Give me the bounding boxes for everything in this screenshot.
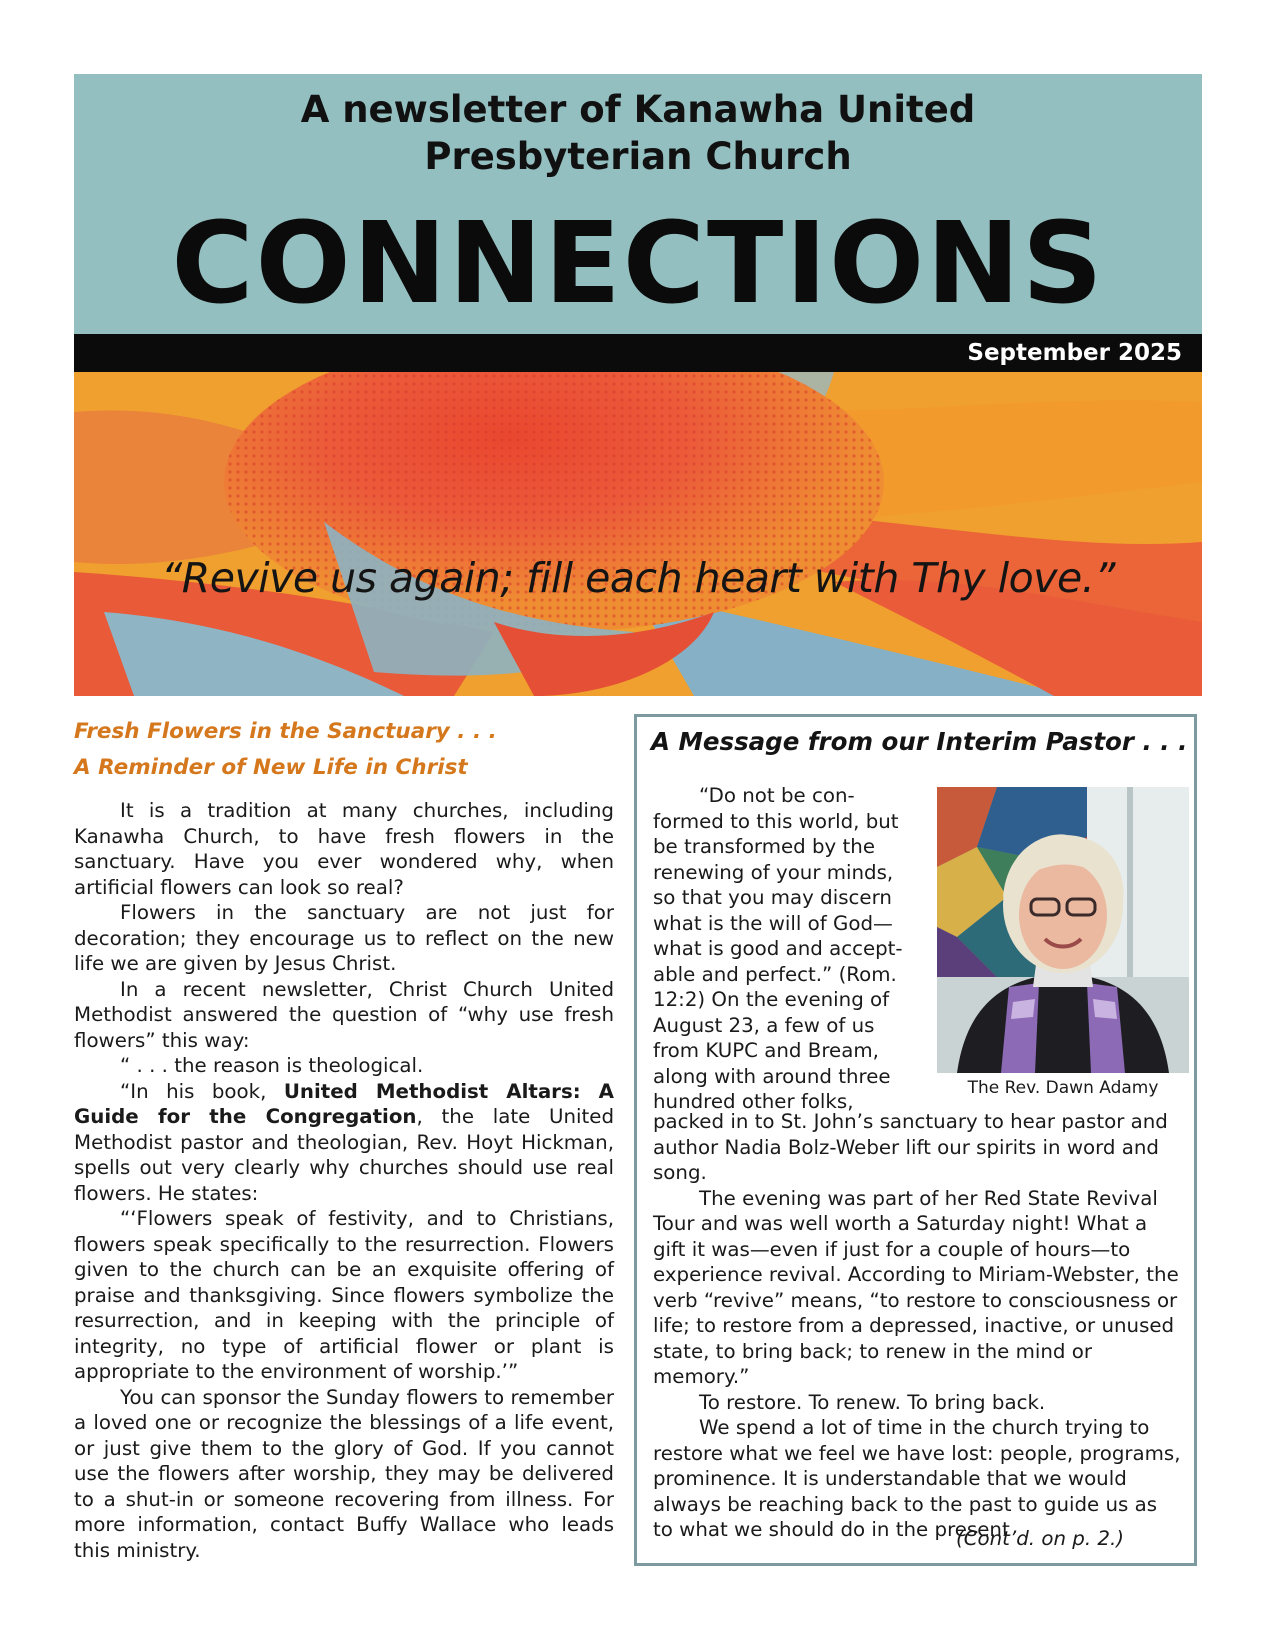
masthead xyxy=(74,74,1202,336)
intro-line: along with around three xyxy=(653,1064,891,1088)
headline-line-1: Fresh Flowers in the Sanctuary . . . xyxy=(74,719,497,744)
intro-line: from KUPC and Bream, xyxy=(653,1039,879,1062)
continued-note: (Cont’d. on p. 2.) xyxy=(956,1527,1124,1550)
message-paragraph: To restore. To renew. To bring back. xyxy=(699,1390,1046,1414)
article-paragraph: It is a tradition at many churches, including Kanawha Church, to have fresh flowers in the sanctuary. Have you ever wondered why, when artificial flowers can look so real? xyxy=(74,799,614,899)
pastor-portrait-illustration xyxy=(937,787,1189,1073)
headline-line-2: A Reminder of New Life in Christ xyxy=(74,755,468,780)
article-paragraph: Flowers in the sanctuary are not just for decoration; they encourage us to reflect on the new life we are given by Jesus Christ. xyxy=(74,901,614,975)
message-paragraph: The evening was part of her Red State Revival Tour and was well worth a Saturday night! What a gift it was—even if just for a couple of hours—to experience revival. According to Miriam-Webster, the verb “revive” means, “to restore to consciousness or life; to restore from a depressed, inactive, or unused state, to bring back; to renew in the mind or memory.” xyxy=(653,1186,1179,1388)
quote-lead: “In his book, xyxy=(120,1079,284,1103)
date-bar xyxy=(74,334,1202,372)
flower-illustration xyxy=(74,372,1202,696)
article-paragraph xyxy=(74,1079,614,1207)
banner-motto: “Revive us again; fill each heart with Thy love.” xyxy=(161,554,1115,602)
intro-line: 12:2) On the evening of xyxy=(653,988,890,1011)
article-paragraph: You can sponsor the Sunday flowers to remember a loved one or recognize the blessings of a life event, or just give them to the glory of God. If you cannot use the flowers after worship, they may be delivered to a shut-in or someone recovering from illness. For more information, contact Buffy Wallace who leads this ministry. xyxy=(74,1385,614,1562)
book-title: United Methodist Altars: A Guide for the Congregation xyxy=(74,1079,614,1128)
article-headline xyxy=(74,714,614,786)
intro-line: “Do not be con- xyxy=(699,784,855,807)
article-paragraph: “ . . . the reason is theological. xyxy=(120,1054,424,1077)
pastor-message-intro xyxy=(653,783,921,1115)
pastor-message-body xyxy=(653,1109,1183,1543)
article-paragraph: In a recent newsletter, Christ Church United Methodist answered the question of “why use fresh flowers” this way: xyxy=(74,977,614,1052)
intro-line: renewing of your minds, xyxy=(653,860,894,884)
message-paragraph: packed in to St. John’s sanctuary to hear pastor and author Nadia Bolz-Weber lift our spirits in word and song. xyxy=(653,1110,1168,1184)
intro-line: hundred other folks, xyxy=(653,1090,854,1113)
intro-line: what is the will of God— xyxy=(653,911,893,935)
intro-line: what is good and accept- xyxy=(653,937,903,960)
message-paragraph: We spend a lot of time in the church trying to restore what we feel we have lost: people, programs, prominence. It is understandable that we would always be reaching back to the past to guide us as to what we should do in the present xyxy=(653,1416,1181,1541)
intro-line: formed to this world, but xyxy=(653,809,899,833)
flowers-article xyxy=(74,714,614,1563)
intro-line: able and perfect.” (Rom. xyxy=(653,962,897,986)
pastor-photo xyxy=(937,787,1189,1073)
pastor-message-box xyxy=(634,714,1197,1566)
pastor-message-title: A Message from our Interim Pastor . . . xyxy=(651,727,1188,756)
intro-line: be transformed by the xyxy=(653,835,876,858)
issue-date: September 2025 xyxy=(967,340,1182,366)
intro-line: August 23, a few of us xyxy=(653,1013,875,1037)
photo-caption: The Rev. Dawn Adamy xyxy=(967,1078,1159,1098)
banner-flower-art xyxy=(74,372,1202,696)
newsletter-title: CONNECTIONS xyxy=(171,199,1105,329)
quote-continued: , the late United Methodist pastor and theologian, Rev. Hoyt Hickman, spells out very clearly why churches should use real flowers. He states: xyxy=(74,1105,614,1205)
subtitle-line-1: A newsletter of Kanawha United xyxy=(300,88,976,131)
subtitle-line-2: Presbyterian Church xyxy=(424,135,852,178)
article-paragraph: “‘Flowers speak of festivity, and to Christians, flowers speak specifically to the resurrection. Flowers given to the church can be an exquisite offering of praise and thanksgiving. Since flowers symbolize the resurrection, and in keeping with the principle of integrity, no type of artificial flower or plant is appropriate to the environment of worship.’” xyxy=(74,1207,614,1383)
intro-line: so that you may discern xyxy=(653,886,892,909)
newsletter-subtitle xyxy=(74,86,1202,180)
